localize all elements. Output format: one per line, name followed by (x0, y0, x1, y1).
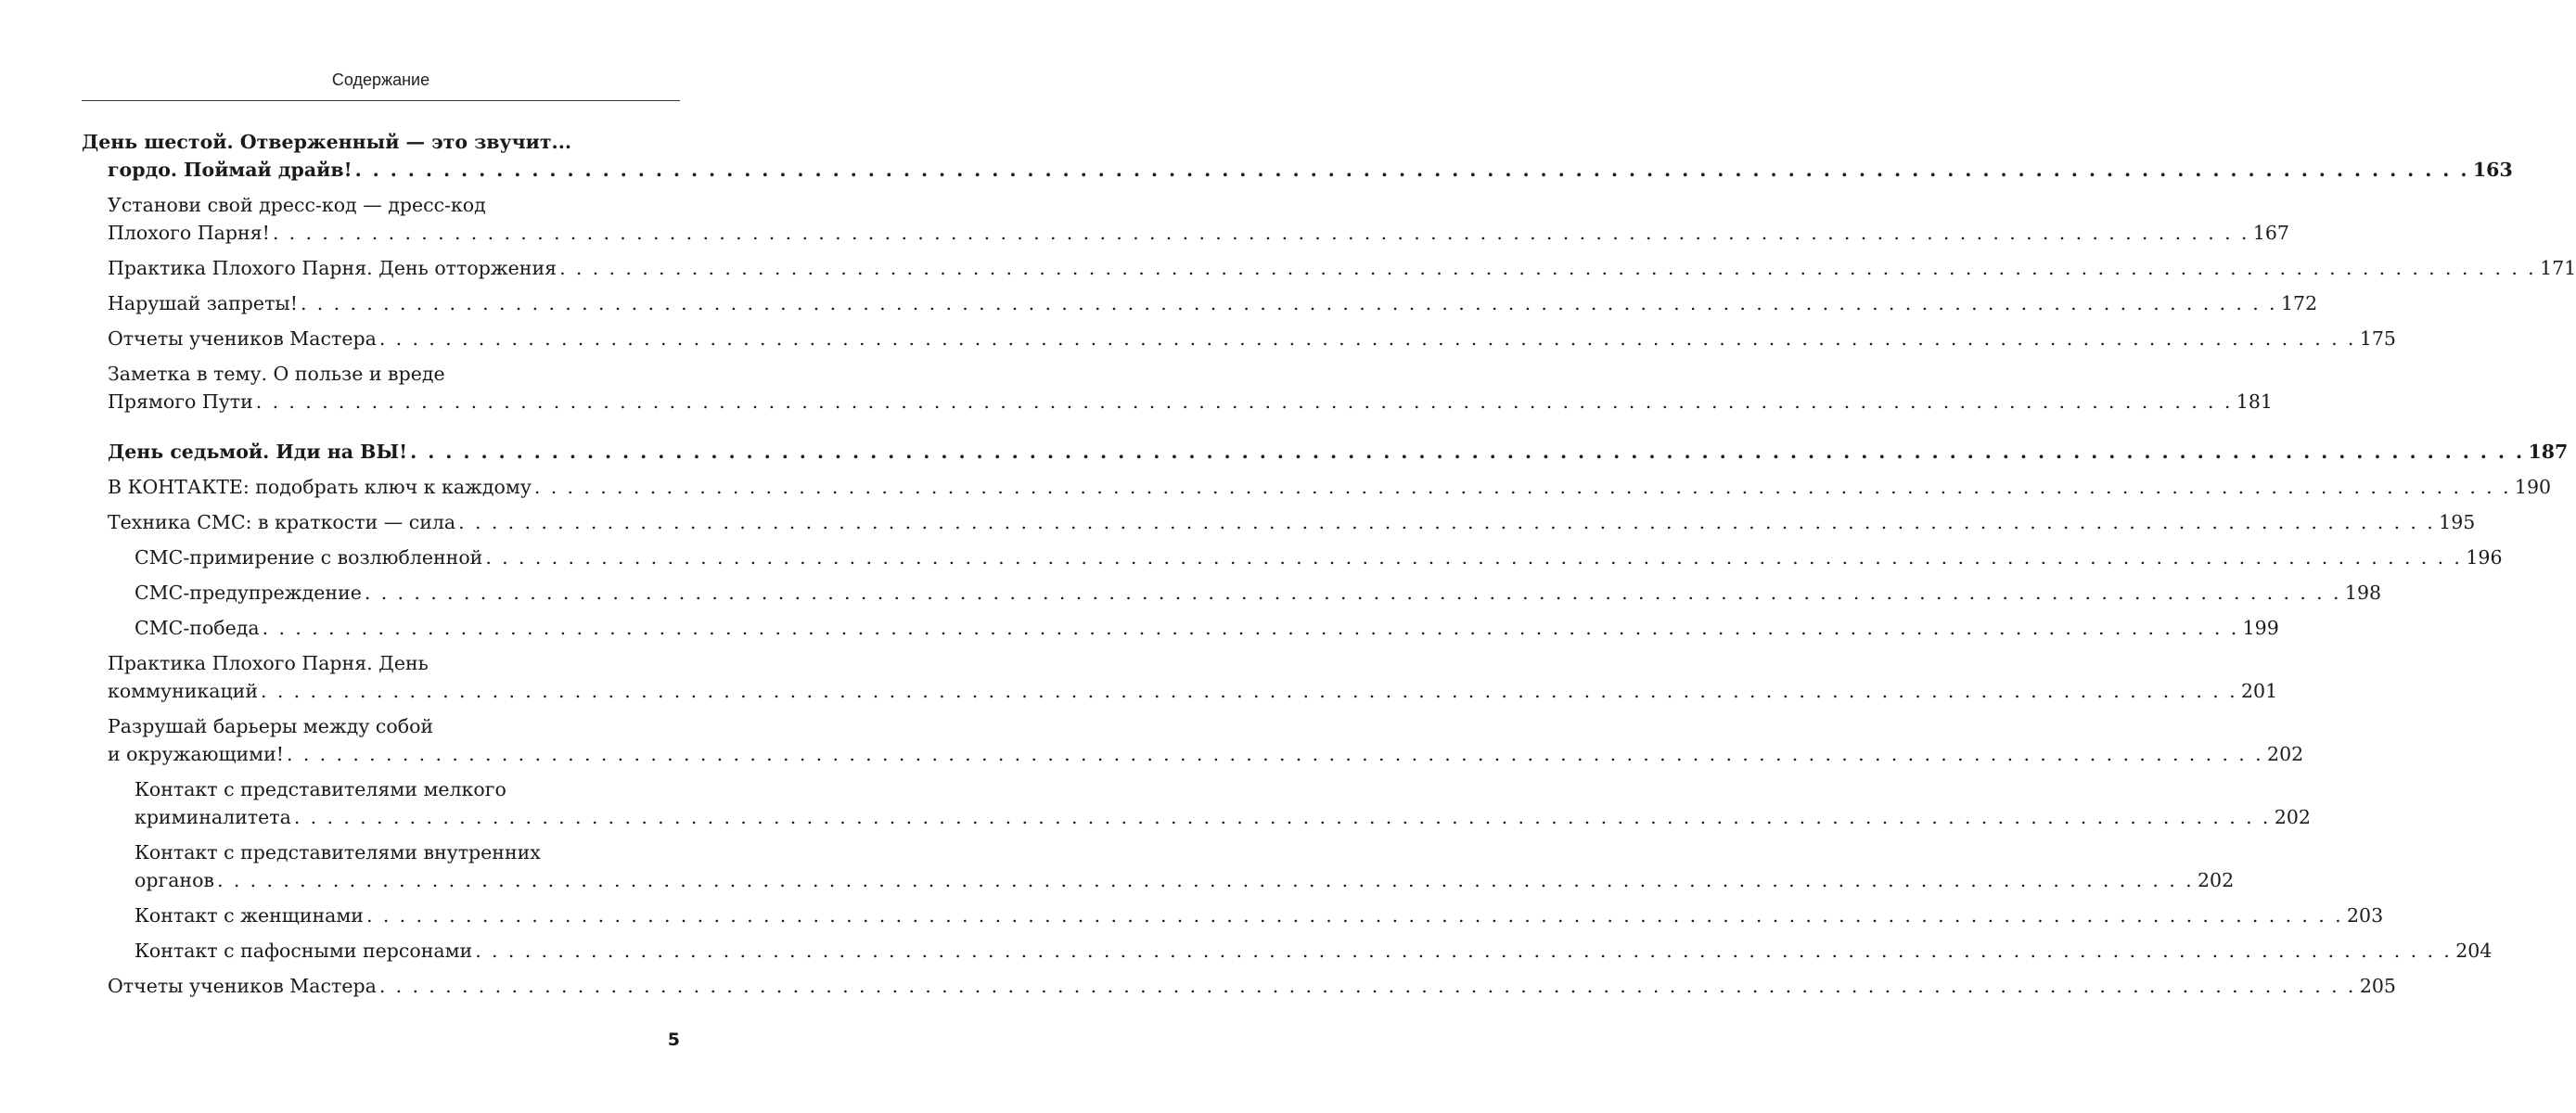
toc-entry[interactable] (82, 508, 2476, 536)
dot-leader: . . . . . . . . . . . . . . . . . . . . . . . . . . . . . . . . . . . . . . . . . . . . . . . . . . . . . . . . . . . . . . . . . . . . . . . . . . . . . . . . . . . . . . . . . . . . . . . . . . . . . . . . . . . . . . . . . . . . . . . . (293, 806, 2271, 828)
dot-leader: . . . . . . . . . . . . . . . . . . . . . . . . . . . . . . . . . . . . . . . . . . . . . . . . . . . . . . . . . . . . . . . . . . . . . . . . . . . . . . . . . . . . . . . . . . . . . . . . . . . . . . . . . . . . . . . . . . . . . . . . (364, 582, 2341, 604)
toc-entry-title-line: В КОНТАКТЕ: подобрать ключ к каждому (108, 476, 532, 498)
toc-entry-title-line: СМС-предупреждение (135, 582, 362, 604)
toc-entry[interactable] (82, 614, 2279, 642)
toc-entry-title-line: Практика Плохого Парня. День отторжения (108, 257, 557, 279)
toc-entry-title-line: День седьмой. Иди на ВЫ! (108, 441, 408, 463)
toc-entry-title-line: и окружающими! (108, 743, 285, 765)
dot-leader: . . . . . . . . . . . . . . . . . . . . . . . . . . . . . . . . . . . . . . . . . . . . . . . . . . . . . . . . . . . . . . . . . . . . . . . . . . . . . . . . . . . . . . . . . . . . . . . . . . . . . . . . . . . . . . . . . . . . . . . . (287, 743, 2264, 765)
toc-entry[interactable] (82, 128, 2513, 184)
dot-leader: . . . . . . . . . . . . . . . . . . . . . . . . . . . . . . . . . . . . . . . . . . . . . . . . . . . . . . . . . . . . . . . . . . . . . . . . . . . . . . . . . . . . . . . . . . . . . . . . . . . . . . . . . . . . . . . . . . . . . . . . (216, 869, 2194, 891)
toc-entry-title-line: Разрушай барьеры между собой (108, 715, 434, 737)
toc-page-number: 202 (2267, 743, 2304, 765)
page-number: 5 (667, 1030, 680, 1050)
toc-entry-title-line: Нарушай запреты! (108, 292, 298, 314)
dot-leader: . . . . . . . . . . . . . . . . . . . . . . . . . . . . . . . . . . . . . . . . . . . . . . . . . . . . . . . . . . . . . . . . . . . . . . . . . . . . . . . . . . . . . . . . . . . . . . . . . . . . . . . . . . . . . . . . . . . . . . . . (410, 441, 2525, 463)
toc-page-number: 172 (2280, 292, 2318, 314)
toc-entry-title-line: Практика Плохого Парня. День (108, 652, 429, 674)
dot-leader: . . . . . . . . . . . . . . . . . . . . . . . . . . . . . . . . . . . . . . . . . . . . . . . . . . . . . . . . . . . . . . . . . . . . . . . . . . . . . . . . . . . . . . . . . . . . . . . . . . . . . . . . . . . . . . . . . . . . . . . . (378, 327, 2356, 350)
toc-page-number: 190 (2514, 476, 2552, 498)
toc-entry[interactable] (82, 325, 2396, 352)
dot-leader: . . . . . . . . . . . . . . . . . . . . . . . . . . . . . . . . . . . . . . . . . . . . . . . . . . . . . . . . . . . . . . . . . . . . . . . . . . . . . . . . . . . . . . . . . . . . . . . . . . . . . . . . . . . . . . . . . . . . . . . . (354, 159, 2469, 181)
dot-leader: . . . . . . . . . . . . . . . . . . . . . . . . . . . . . . . . . . . . . . . . . . . . . . . . . . . . . . . . . . . . . . . . . . . . . . . . . . . . . . . . . . . . . . . . . . . . . . . . . . . . . . . . . . . . . . . . . . . . . . . . (272, 222, 2249, 244)
toc-page-number: 203 (2347, 904, 2384, 927)
toc-entry[interactable] (82, 473, 2552, 501)
toc-page-number: 201 (2241, 680, 2278, 702)
toc-entry[interactable] (82, 254, 2576, 282)
toc-entry[interactable] (82, 191, 2289, 247)
toc-entry[interactable] (82, 438, 2569, 466)
toc-entry[interactable] (82, 775, 2311, 831)
toc-entry-title-line: Заметка в тему. О пользе и вреде (108, 363, 445, 385)
toc-entry-title-line: СМС-примирение с возлюбленной (135, 546, 483, 569)
toc-entry[interactable] (82, 902, 2384, 929)
dot-leader: . . . . . . . . . . . . . . . . . . . . . . . . . . . . . . . . . . . . . . . . . . . . . . . . . . . . . . . . . . . . . . . . . . . . . . . . . . . . . . . . . . . . . . . . . . . . . . . . . . . . . . . . . . . . . . . . . . . . . . . . (260, 680, 2237, 702)
toc-entry[interactable] (82, 289, 2318, 317)
running-header: Содержание (331, 70, 430, 89)
toc-page-number: 167 (2252, 222, 2289, 244)
toc-page-number: 198 (2344, 582, 2382, 604)
toc-entry-title-line: СМС-победа (135, 617, 260, 639)
toc-entry-title-line: Техника СМС: в краткости — сила (108, 511, 456, 533)
toc-entry-title-line: коммуникаций (108, 680, 258, 702)
dot-leader: . . . . . . . . . . . . . . . . . . . . . . . . . . . . . . . . . . . . . . . . . . . . . . . . . . . . . . . . . . . . . . . . . . . . . . . . . . . . . . . . . . . . . . . . . . . . . . . . . . . . . . . . . . . . . . . . . . . . . . . . (458, 511, 2436, 533)
header-rule (82, 100, 680, 101)
toc-entry-title-line: Отчеты учеников Мастера (108, 327, 377, 350)
toc-page-number: 195 (2439, 511, 2476, 533)
toc-entry[interactable] (82, 937, 2493, 965)
toc-entry-title-line: органов (135, 869, 214, 891)
dot-leader: . . . . . . . . . . . . . . . . . . . . . . . . . . . . . . . . . . . . . . . . . . . . . . . . . . . . . . . . . . . . . . . . . . . . . . . . . . . . . . . . . . . . . . . . . . . . . . . . . . . . . . . . . . . . . . . . . . . . . . . . (255, 390, 2233, 413)
dot-leader: . . . . . . . . . . . . . . . . . . . . . . . . . . . . . . . . . . . . . . . . . . . . . . . . . . . . . . . . . . . . . . . . . . . . . . . . . . . . . . . . . . . . . . . . . . . . . . . . . . . . . . . . . . . . . . . . . . . . . . . . (475, 940, 2453, 962)
toc-entry[interactable] (82, 649, 2278, 705)
toc-entry-title-line: Контакт с пафосными персонами (135, 940, 473, 962)
toc-page-number: 202 (2274, 806, 2311, 828)
toc-entry-title-line: День шестой. Отверженный — это звучит... (82, 131, 571, 153)
dot-leader: . . . . . . . . . . . . . . . . . . . . . . . . . . . . . . . . . . . . . . . . . . . . . . . . . . . . . . . . . . . . . . . . . . . . . . . . . . . . . . . . . . . . . . . . . . . . . . . . . . . . . . . . . . . . . . . . . . . . . . . . (378, 975, 2356, 997)
toc-entry-title-line: Прямого Пути (108, 390, 253, 413)
toc-entry[interactable] (82, 712, 2304, 768)
toc-entry-title-line: Отчеты учеников Мастера (108, 975, 377, 997)
toc-page-number: 187 (2528, 441, 2569, 463)
dot-leader: . . . . . . . . . . . . . . . . . . . . . . . . . . . . . . . . . . . . . . . . . . . . . . . . . . . . . . . . . . . . . . . . . . . . . . . . . . . . . . . . . . . . . . . . . . . . . . . . . . . . . . . . . . . . . . . . . . . . . . . . (485, 546, 2463, 569)
toc-entry[interactable] (82, 579, 2382, 607)
toc-page-number: 199 (2242, 617, 2279, 639)
toc-page-number: 204 (2455, 940, 2493, 962)
dot-leader: . . . . . . . . . . . . . . . . . . . . . . . . . . . . . . . . . . . . . . . . . . . . . . . . . . . . . . . . . . . . . . . . . . . . . . . . . . . . . . . . . . . . . . . . . . . . . . . . . . . . . . . . . . . . . . . . . . . . . . . . (365, 904, 2343, 927)
dot-leader: . . . . . . . . . . . . . . . . . . . . . . . . . . . . . . . . . . . . . . . . . . . . . . . . . . . . . . . . . . . . . . . . . . . . . . . . . . . . . . . . . . . . . . . . . . . . . . . . . . . . . . . . . . . . . . . . . . . . . . . . (533, 476, 2511, 498)
toc-entry[interactable] (82, 544, 2503, 571)
toc-page-number: 163 (2472, 159, 2513, 181)
toc-page-number: 175 (2359, 327, 2396, 350)
dot-leader: . . . . . . . . . . . . . . . . . . . . . . . . . . . . . . . . . . . . . . . . . . . . . . . . . . . . . . . . . . . . . . . . . . . . . . . . . . . . . . . . . . . . . . . . . . . . . . . . . . . . . . . . . . . . . . . . . . . . . . . . (559, 257, 2537, 279)
toc-page-number: 196 (2466, 546, 2503, 569)
toc-entry-title-line: криминалитета (135, 806, 291, 828)
dot-leader: . . . . . . . . . . . . . . . . . . . . . . . . . . . . . . . . . . . . . . . . . . . . . . . . . . . . . . . . . . . . . . . . . . . . . . . . . . . . . . . . . . . . . . . . . . . . . . . . . . . . . . . . . . . . . . . . . . . . . . . . (262, 617, 2239, 639)
toc-entry-title-line: Контакт с женщинами (135, 904, 364, 927)
toc-entry-title-line: Плохого Парня! (108, 222, 270, 244)
toc-entry[interactable] (82, 360, 2273, 416)
toc-page-number: 181 (2236, 390, 2273, 413)
toc-entry[interactable] (82, 972, 2396, 1000)
toc-page-number: 171 (2540, 257, 2576, 279)
toc-page-number: 205 (2359, 975, 2396, 997)
toc-entry[interactable] (82, 838, 2235, 894)
toc-entry-title-line: Контакт с представителями внутренних (135, 841, 541, 864)
toc-entry-title-line: Установи свой дресс-код — дресс-код (108, 194, 486, 216)
table-of-contents (82, 121, 2576, 1000)
toc-entry-title-line: Контакт с представителями мелкого (135, 778, 506, 800)
toc-page-number: 202 (2198, 869, 2235, 891)
toc-entry-title-line: гордо. Поймай драйв! (108, 159, 352, 181)
dot-leader: . . . . . . . . . . . . . . . . . . . . . . . . . . . . . . . . . . . . . . . . . . . . . . . . . . . . . . . . . . . . . . . . . . . . . . . . . . . . . . . . . . . . . . . . . . . . . . . . . . . . . . . . . . . . . . . . . . . . . . . . (300, 292, 2277, 314)
